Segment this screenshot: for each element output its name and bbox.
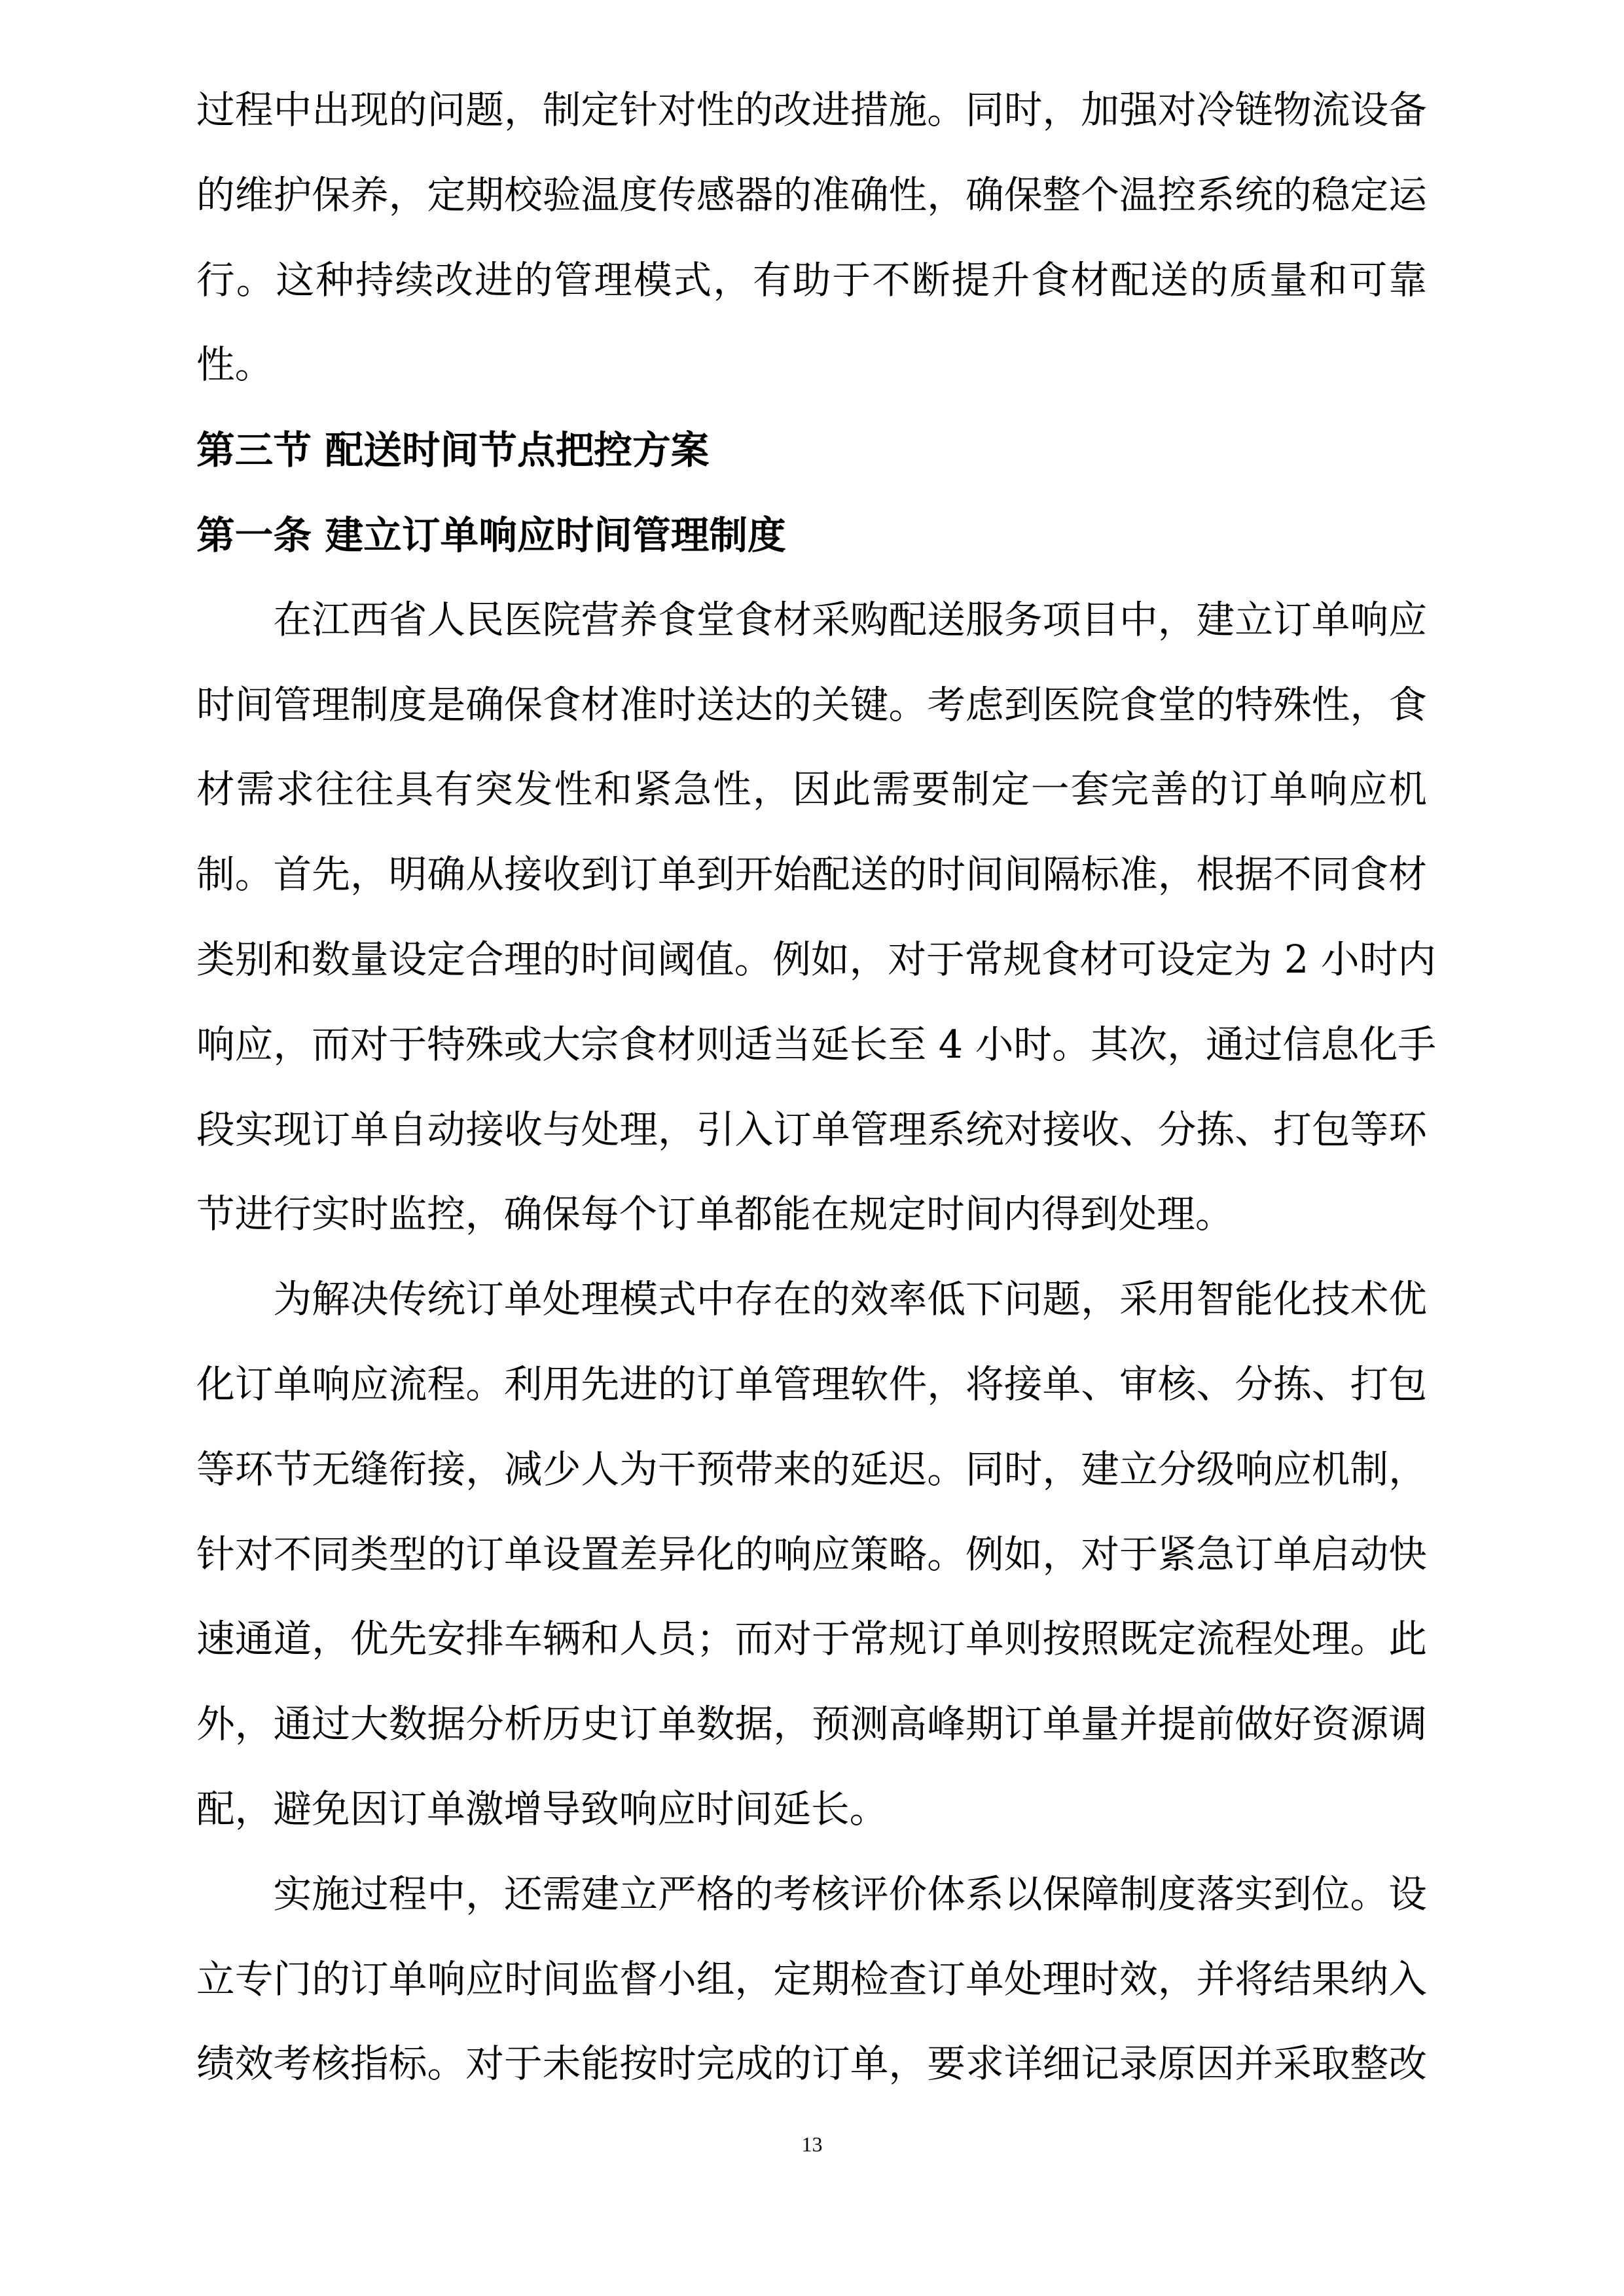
body-line: 针对不同类型的订单设置差异化的响应策略。例如，对于紧急订单启动快 (196, 1532, 1427, 1577)
body-line: 材需求往往具有突发性和紧急性，因此需要制定一套完善的订单响应机 (196, 767, 1427, 812)
body-line: 类别和数量设定合理的时间阈值。例如，对于常规食材可设定为 2 小时内 (196, 937, 1436, 982)
body-line: 过程中出现的问题，制定针对性的改进措施。同时，加强对冷链物流设备 (196, 88, 1427, 132)
body-line: 立专门的订单响应时间监督小组，定期检查订单处理时效，并将结果纳入 (196, 1956, 1427, 2001)
page-number: 13 (801, 2132, 823, 2156)
paragraph-3 (196, 1852, 1427, 2107)
body-line: 的维护保养，定期校验温度传感器的准确性，确保整个温控系统的稳定运 (196, 172, 1427, 217)
body-line: 实施过程中，还需建立严格的考核评价体系以保障制度落实到位。设 (273, 1871, 1427, 1916)
body-line: 为解决传统订单处理模式中存在的效率低下问题，采用智能化技术优 (273, 1277, 1427, 1322)
body-line: 外，通过大数据分析历史订单数据，预测高峰期订单量并提前做好资源调 (196, 1702, 1427, 1747)
body-line: 配，避免因订单激增导致响应时间延长。 (196, 1786, 888, 1831)
body-line: 等环节无缝衔接，减少人为干预带来的延迟。同时，建立分级响应机制， (196, 1446, 1427, 1492)
body-line: 段实现订单自动接收与处理，引入订单管理系统对接收、分拣、打包等环 (196, 1107, 1427, 1152)
body-line: 制。首先，明确从接收到订单到开始配送的时间间隔标准，根据不同食材 (196, 852, 1427, 897)
article-heading: 第一条 建立订单响应时间管理制度 (196, 512, 786, 558)
body-line: 性。 (196, 342, 274, 387)
paragraph-1 (196, 578, 1436, 1257)
paragraph-2 (196, 1257, 1427, 1852)
body-line: 绩效考核指标。对于未能按时完成的订单，要求详细记录原因并采取整改 (196, 2041, 1427, 2087)
body-line: 节进行实时监控，确保每个订单都能在规定时间内得到处理。 (196, 1192, 1234, 1237)
body-line: 响应，而对于特殊或大宗食材则适当延长至 4 小时。其次，通过信息化手 (196, 1022, 1436, 1067)
body-line: 时间管理制度是确保食材准时送达的关键。考虑到医院食堂的特殊性，食 (196, 682, 1427, 727)
body-line: 行。这种持续改进的管理模式，有助于不断提升食材配送的质量和可靠 (196, 257, 1427, 302)
body-line: 化订单响应流程。利用先进的订单管理软件，将接单、审核、分拣、打包 (196, 1361, 1427, 1407)
body-line: 速通道，优先安排车辆和人员；而对于常规订单则按照既定流程处理。此 (196, 1617, 1427, 1662)
section-heading: 第三节 配送时间节点把控方案 (196, 427, 710, 473)
page-body (196, 68, 1436, 2107)
body-line: 在江西省人民医院营养食堂食材采购配送服务项目中，建立订单响应 (273, 597, 1427, 642)
